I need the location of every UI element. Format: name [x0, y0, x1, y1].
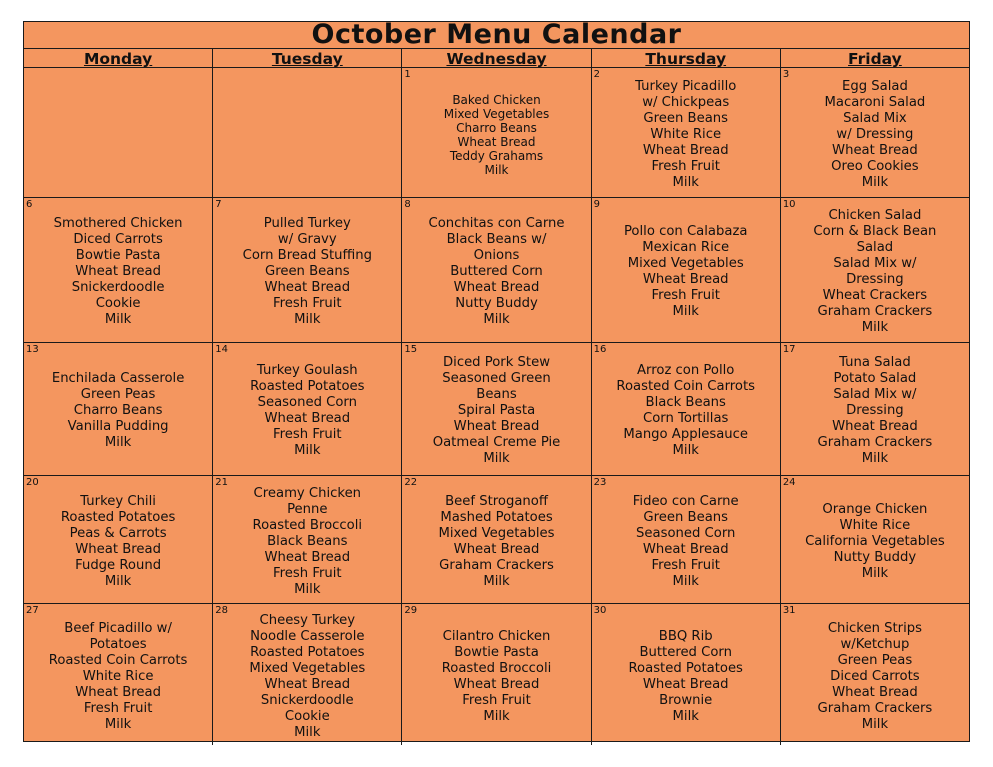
menu-item: Milk — [483, 573, 510, 589]
menu-item: White Rice — [650, 126, 722, 142]
menu-item: Green Beans — [643, 110, 729, 126]
menu-item: White Rice — [839, 517, 911, 533]
day-cell-tuesday — [213, 604, 402, 745]
weekday-header-thursday: Thursday — [592, 49, 781, 67]
menu-item: Conchitas con Carne — [428, 216, 565, 231]
menu-item: Brownie — [659, 692, 713, 708]
menu-items — [628, 629, 742, 725]
day-cell-monday — [24, 476, 213, 603]
day-number: 28 — [215, 605, 228, 616]
menu-item: Wheat Bread — [642, 142, 729, 158]
menu-item: Mango Applesauce — [623, 427, 749, 442]
menu-item: Green Beans — [643, 509, 729, 525]
menu-items — [428, 216, 564, 328]
menu-item: Mixed Vegetables — [627, 256, 744, 271]
menu-items — [633, 494, 739, 590]
menu-item: Onions — [473, 248, 520, 263]
menu-item: Corn & Black Bean — [813, 224, 937, 239]
menu-item: Nutty Buddy — [833, 549, 917, 565]
day-number: 17 — [782, 344, 796, 355]
menu-item: Dressing — [846, 272, 904, 287]
menu-item: Fresh Fruit — [462, 692, 531, 708]
menu-items — [818, 355, 933, 467]
menu-item: Wheat Bread — [642, 541, 729, 557]
menu-item: Turkey Picadillo — [635, 78, 737, 94]
menu-items — [249, 613, 365, 741]
day-number: 20 — [26, 477, 39, 488]
day-number: 1 — [404, 69, 411, 80]
day-cell-thursday — [592, 198, 781, 342]
menu-item: Milk — [672, 443, 699, 458]
day-cell-tuesday — [213, 198, 402, 342]
menu-items — [253, 486, 363, 598]
menu-item: Cheesy Turkey — [259, 612, 356, 628]
menu-item: Oatmeal Creme Pie — [432, 435, 561, 450]
menu-item: Fresh Fruit — [273, 296, 342, 311]
weekday-header-row — [24, 49, 969, 68]
menu-items — [616, 363, 755, 459]
menu-item: Roasted Potatoes — [250, 379, 365, 394]
menu-item: Salad — [856, 240, 894, 255]
menu-item: Milk — [294, 724, 321, 740]
day-number: 3 — [782, 69, 790, 80]
menu-item: Charro Beans — [456, 120, 537, 135]
day-cell-thursday — [592, 604, 781, 745]
menu-item: Milk — [672, 304, 699, 319]
week-row — [24, 198, 969, 343]
menu-item: Milk — [861, 451, 889, 466]
day-number: 24 — [782, 477, 796, 488]
day-cell-wednesday — [402, 343, 591, 475]
day-cell-friday — [781, 476, 969, 603]
menu-item: Milk — [294, 581, 321, 597]
menu-item: Enchilada Casserole — [51, 371, 185, 386]
menu-items — [805, 502, 945, 582]
menu-item: Wheat Bread — [832, 142, 918, 158]
day-cell-monday — [24, 68, 213, 197]
menu-item: Orange Chicken — [822, 501, 928, 517]
menu-item: Wheat Bread — [264, 280, 351, 295]
menu-items — [54, 216, 183, 328]
menu-item: Peas & Carrots — [69, 525, 167, 541]
day-number: 29 — [404, 605, 418, 616]
menu-item: Smothered Chicken — [53, 216, 183, 231]
menu-items — [61, 494, 175, 590]
menu-item: Salad Mix w/ — [833, 387, 917, 402]
menu-item: Green Beans — [264, 264, 350, 279]
day-number: 22 — [404, 477, 418, 488]
day-cell-thursday — [592, 343, 781, 475]
menu-items — [818, 621, 933, 733]
menu-item: Wheat Bread — [264, 411, 351, 426]
menu-item: Graham Crackers — [817, 435, 933, 450]
menu-item: Nutty Buddy — [455, 296, 538, 311]
menu-item: Diced Pork Stew — [443, 355, 550, 370]
menu-item: Seasoned Green — [442, 371, 551, 386]
menu-item: Milk — [483, 312, 510, 327]
menu-item: Wheat Bread — [642, 676, 729, 692]
menu-item: Cookie — [95, 296, 141, 311]
menu-item: Macaroni Salad — [824, 94, 926, 110]
menu-item: Wheat Bread — [832, 419, 918, 434]
menu-item: Wheat Bread — [75, 541, 161, 557]
menu-item: Fresh Fruit — [273, 427, 342, 442]
menu-item: Bowtie Pasta — [75, 248, 161, 263]
menu-items — [442, 629, 552, 725]
menu-item: Mixed Vegetables — [249, 660, 366, 676]
menu-items — [433, 355, 561, 467]
week-row — [24, 604, 969, 745]
menu-item: Seasoned Corn — [636, 525, 736, 541]
menu-item: Milk — [483, 708, 510, 724]
menu-item: Baked Chicken — [452, 92, 541, 107]
menu-item: Black Beans — [267, 533, 348, 549]
menu-item: Salad Mix w/ — [833, 256, 917, 271]
menu-item: Wheat Bread — [264, 549, 351, 565]
day-number: 9 — [593, 199, 600, 210]
menu-item: Wheat Bread — [453, 419, 540, 434]
menu-item: Milk — [104, 716, 132, 732]
day-cell-friday — [781, 68, 969, 197]
menu-item: Diced Carrots — [73, 232, 163, 247]
menu-item: Milk — [294, 443, 321, 458]
menu-item: Fideo con Carne — [632, 493, 739, 509]
menu-item: Wheat Bread — [75, 684, 161, 700]
day-cell-thursday — [592, 68, 781, 197]
menu-items — [635, 79, 736, 191]
day-cell-friday — [781, 198, 969, 342]
menu-item: Wheat Bread — [832, 684, 918, 700]
day-cell-monday — [24, 198, 213, 342]
menu-item: Vanilla Pudding — [67, 419, 169, 434]
menu-item: Cookie — [284, 708, 330, 724]
menu-item: Fresh Fruit — [651, 288, 720, 303]
menu-item: Graham Crackers — [817, 700, 933, 716]
menu-item: Turkey Chili — [80, 493, 156, 509]
day-cell-monday — [24, 604, 213, 745]
menu-item: Creamy Chicken — [253, 485, 362, 501]
day-number: 14 — [215, 344, 228, 355]
menu-item: Roasted Coin Carrots — [616, 379, 756, 394]
menu-item: Milk — [484, 162, 509, 177]
menu-item: Roasted Potatoes — [250, 644, 365, 660]
day-cell-friday — [781, 604, 969, 745]
menu-item: Pollo con Calabaza — [623, 224, 748, 239]
menu-item: Milk — [861, 174, 889, 190]
menu-item: Snickerdoodle — [260, 692, 354, 708]
menu-item: Corn Bread Stuffing — [242, 248, 372, 263]
menu-item: Mashed Potatoes — [440, 509, 553, 525]
menu-item: Penne — [287, 501, 328, 517]
menu-item: Wheat Bread — [457, 134, 536, 149]
menu-item: Green Peas — [80, 387, 156, 402]
menu-item: Potatoes — [89, 636, 147, 652]
menu-items — [444, 93, 550, 177]
menu-item: Milk — [672, 573, 699, 589]
menu-item: Fresh Fruit — [651, 158, 720, 174]
day-number: 31 — [782, 605, 796, 616]
menu-item: Black Beans w/ — [446, 232, 547, 247]
menu-item: Wheat Bread — [264, 676, 351, 692]
menu-item: Wheat Crackers — [822, 288, 928, 303]
menu-item: w/ Chickpeas — [642, 94, 730, 110]
menu-item: Noodle Casserole — [250, 628, 365, 644]
menu-item: California Vegetables — [805, 533, 945, 549]
menu-item: Green Peas — [837, 652, 913, 668]
menu-item: Graham Crackers — [817, 304, 933, 319]
menu-item: Buttered Corn — [450, 264, 543, 279]
menu-item: BBQ Rib — [658, 628, 713, 644]
day-number: 8 — [404, 199, 411, 210]
menu-item: Wheat Bread — [75, 264, 161, 279]
menu-item: Milk — [672, 174, 699, 190]
menu-item: Wheat Bread — [453, 541, 540, 557]
menu-item: Milk — [104, 312, 132, 327]
day-number: 16 — [593, 344, 607, 355]
menu-items — [813, 208, 936, 336]
weekday-header-tuesday: Tuesday — [213, 49, 402, 67]
day-cell-tuesday — [213, 68, 402, 197]
menu-item: Roasted Broccoli — [441, 660, 552, 676]
menu-item: Tuna Salad — [839, 355, 911, 370]
menu-item: Milk — [104, 573, 132, 589]
menu-item: Salad Mix — [843, 110, 907, 126]
week-row — [24, 68, 969, 198]
week-row — [24, 476, 969, 604]
menu-item: Chicken Strips — [827, 620, 922, 636]
menu-item: Roasted Coin Carrots — [48, 652, 188, 668]
weekday-header-friday: Friday — [848, 50, 902, 68]
menu-item: Roasted Potatoes — [60, 509, 176, 525]
menu-item: Wheat Bread — [642, 272, 729, 287]
menu-items — [243, 216, 372, 328]
weekday-header-monday: Monday — [24, 49, 213, 67]
menu-items — [825, 79, 926, 191]
day-cell-tuesday — [213, 476, 402, 603]
weekday-header-wednesday: Wednesday — [402, 49, 591, 67]
menu-items — [624, 224, 748, 320]
day-cell-tuesday — [213, 343, 402, 475]
menu-item: Seasoned Corn — [257, 395, 357, 410]
day-number: 27 — [26, 605, 39, 616]
day-cell-wednesday — [402, 604, 591, 745]
menu-item: Roasted Potatoes — [628, 660, 743, 676]
menu-item: Wheat Bread — [453, 676, 540, 692]
menu-item: Mexican Rice — [642, 240, 730, 255]
menu-item: Turkey Goulash — [256, 363, 358, 378]
menu-items — [49, 621, 188, 733]
menu-item: Milk — [861, 716, 889, 732]
menu-item: Charro Beans — [73, 403, 163, 418]
menu-item: Graham Crackers — [439, 557, 554, 573]
menu-item: Milk — [483, 451, 510, 466]
day-cell-wednesday — [402, 68, 591, 197]
day-number: 10 — [782, 199, 796, 210]
menu-item: Fresh Fruit — [83, 700, 153, 716]
menu-items — [439, 494, 555, 590]
menu-item: Pulled Turkey — [263, 216, 351, 231]
menu-item: Milk — [104, 435, 132, 450]
menu-item: Oreo Cookies — [831, 158, 919, 174]
menu-item: Potato Salad — [833, 371, 917, 386]
menu-item: Beans — [476, 387, 517, 402]
menu-item: Mixed Vegetables — [438, 525, 555, 541]
menu-item: Bowtie Pasta — [454, 644, 539, 660]
menu-item: Fresh Fruit — [651, 557, 720, 573]
menu-item: Dressing — [846, 403, 904, 418]
day-number: 7 — [215, 199, 222, 210]
menu-item: Corn Tortillas — [642, 411, 729, 426]
week-row — [24, 343, 969, 476]
day-number: 23 — [593, 477, 607, 488]
menu-calendar — [23, 21, 970, 742]
day-cell-monday — [24, 343, 213, 475]
day-cell-friday — [781, 343, 969, 475]
menu-item: Chicken Salad — [828, 208, 922, 223]
menu-item: Buttered Corn — [639, 644, 732, 660]
day-number: 2 — [593, 69, 600, 80]
menu-item: Beef Picadillo w/ — [64, 620, 172, 636]
menu-item: White Rice — [82, 668, 154, 684]
menu-item: Arroz con Pollo — [637, 363, 735, 378]
menu-item: Diced Carrots — [830, 668, 920, 684]
day-cell-wednesday — [402, 476, 591, 603]
menu-item: Snickerdoodle — [71, 280, 165, 295]
menu-item: Fudge Round — [75, 557, 162, 573]
menu-item: Egg Salad — [841, 78, 908, 94]
menu-items — [52, 371, 184, 451]
day-number: 21 — [215, 477, 228, 488]
menu-item: Beef Stroganoff — [445, 493, 548, 509]
day-cell-thursday — [592, 476, 781, 603]
day-number: 15 — [404, 344, 418, 355]
menu-item: Fresh Fruit — [273, 565, 342, 581]
menu-item: Spiral Pasta — [457, 403, 536, 418]
menu-item: Milk — [861, 320, 889, 335]
day-number: 13 — [26, 344, 39, 355]
menu-item: w/Ketchup — [840, 636, 910, 652]
menu-item: Cilantro Chicken — [442, 628, 551, 644]
menu-item: w/ Gravy — [277, 232, 337, 247]
menu-item: Milk — [861, 565, 889, 581]
menu-item: Mixed Vegetables — [443, 106, 550, 121]
day-number: 6 — [26, 199, 33, 210]
menu-item: Black Beans — [645, 395, 726, 410]
menu-item: w/ Dressing — [836, 126, 914, 142]
menu-items — [250, 363, 364, 459]
menu-item: Wheat Bread — [453, 280, 540, 295]
menu-item: Milk — [672, 708, 699, 724]
calendar-title: October Menu Calendar — [24, 22, 969, 49]
calendar-grid — [24, 68, 969, 745]
menu-item: Milk — [294, 312, 321, 327]
menu-item: Teddy Grahams — [449, 148, 544, 163]
menu-item: Roasted Broccoli — [252, 517, 363, 533]
day-number: 30 — [593, 605, 607, 616]
day-cell-wednesday — [402, 198, 591, 342]
